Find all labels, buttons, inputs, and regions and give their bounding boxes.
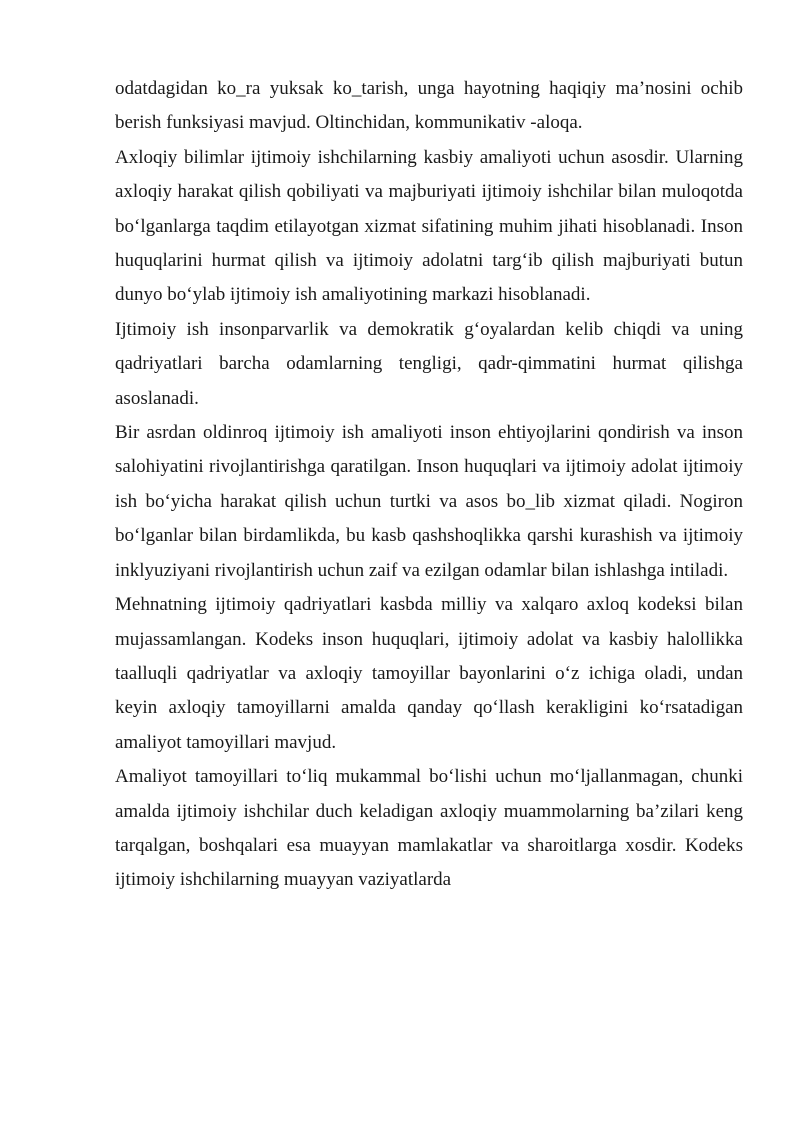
paragraph-1: odatdagidan ko_ra yuksak ko_tarish, unga hayotning haqiqiy ma’nosini ochib berish funksiyasi mavjud. Oltinchidan, kommunikativ -aloqa. (115, 78, 743, 134)
paragraph-3: Ijtimoiy ish insonparvarlik va demokratik g‘oyalardan kelib chiqdi va uning qadriyatlari barcha odamlarning tengligi, qadr-qimmatini hurmat qilishga asoslanadi. (115, 318, 743, 409)
document-body (115, 72, 743, 898)
paragraph-4: Bir asrdan oldinroq ijtimoiy ish amaliyoti inson ehtiyojlarini qondirish va inson salohiyatini rivojlantirishga qaratilgan. Inson huquqlari va ijtimoiy adolat ijtimoiy ish bo‘yicha harakat qilish uchun turtki va asos bo_lib xizmat qiladi. Nogiron bo‘lganlar bilan birdamlikda, bu kasb qashshoqlikka qarshi kurashish va ijtimoiy inklyuziyani rivojlantirish uchun zaif va ezilgan odamlar bilan ishlashga intiladi. (115, 422, 743, 581)
paragraph-2: Axloqiy bilimlar ijtimoiy ishchilarning kasbiy amaliyoti uchun asosdir. Ularning axloqiy harakat qilish qobiliyati va majburiyati ijtimoiy ishchilar bilan muloqotda bo‘lganlarga taqdim etilayotgan xizmat sifatining muhim jihati hisoblanadi. Inson huquqlarini hurmat qilish va ijtimoiy adolatni targ‘ib qilish majburiyati butun dunyo bo‘ylab ijtimoiy ish amaliyotining markazi hisoblanadi. (115, 146, 743, 306)
paragraph-6: Amaliyot tamoyillari to‘liq mukammal bo‘lishi uchun mo‘ljallanmagan, chunki amalda ijtimoiy ishchilar duch keladigan axloqiy muammolarning ba’zilari keng tarqalgan, boshqalari esa muayyan mamlakatlar va sharoitlarga xosdir. Kodeks ijtimoiy ishchilarning muayyan vaziyatlarda (115, 766, 743, 891)
paragraph-5: Mehnatning ijtimoiy qadriyatlari kasbda milliy va xalqaro axloq kodeksi bilan mujassamlangan. Kodeks inson huquqlari, ijtimoiy adolat va kasbiy halollikka taalluqli qadriyatlar va axloqiy tamoyillar bayonlarini o‘z ichiga oladi, undan keyin axloqiy tamoyillarni amalda qanday qo‘llash kerakligini ko‘rsatadigan amaliyot tamoyillari mavjud. (115, 594, 743, 753)
